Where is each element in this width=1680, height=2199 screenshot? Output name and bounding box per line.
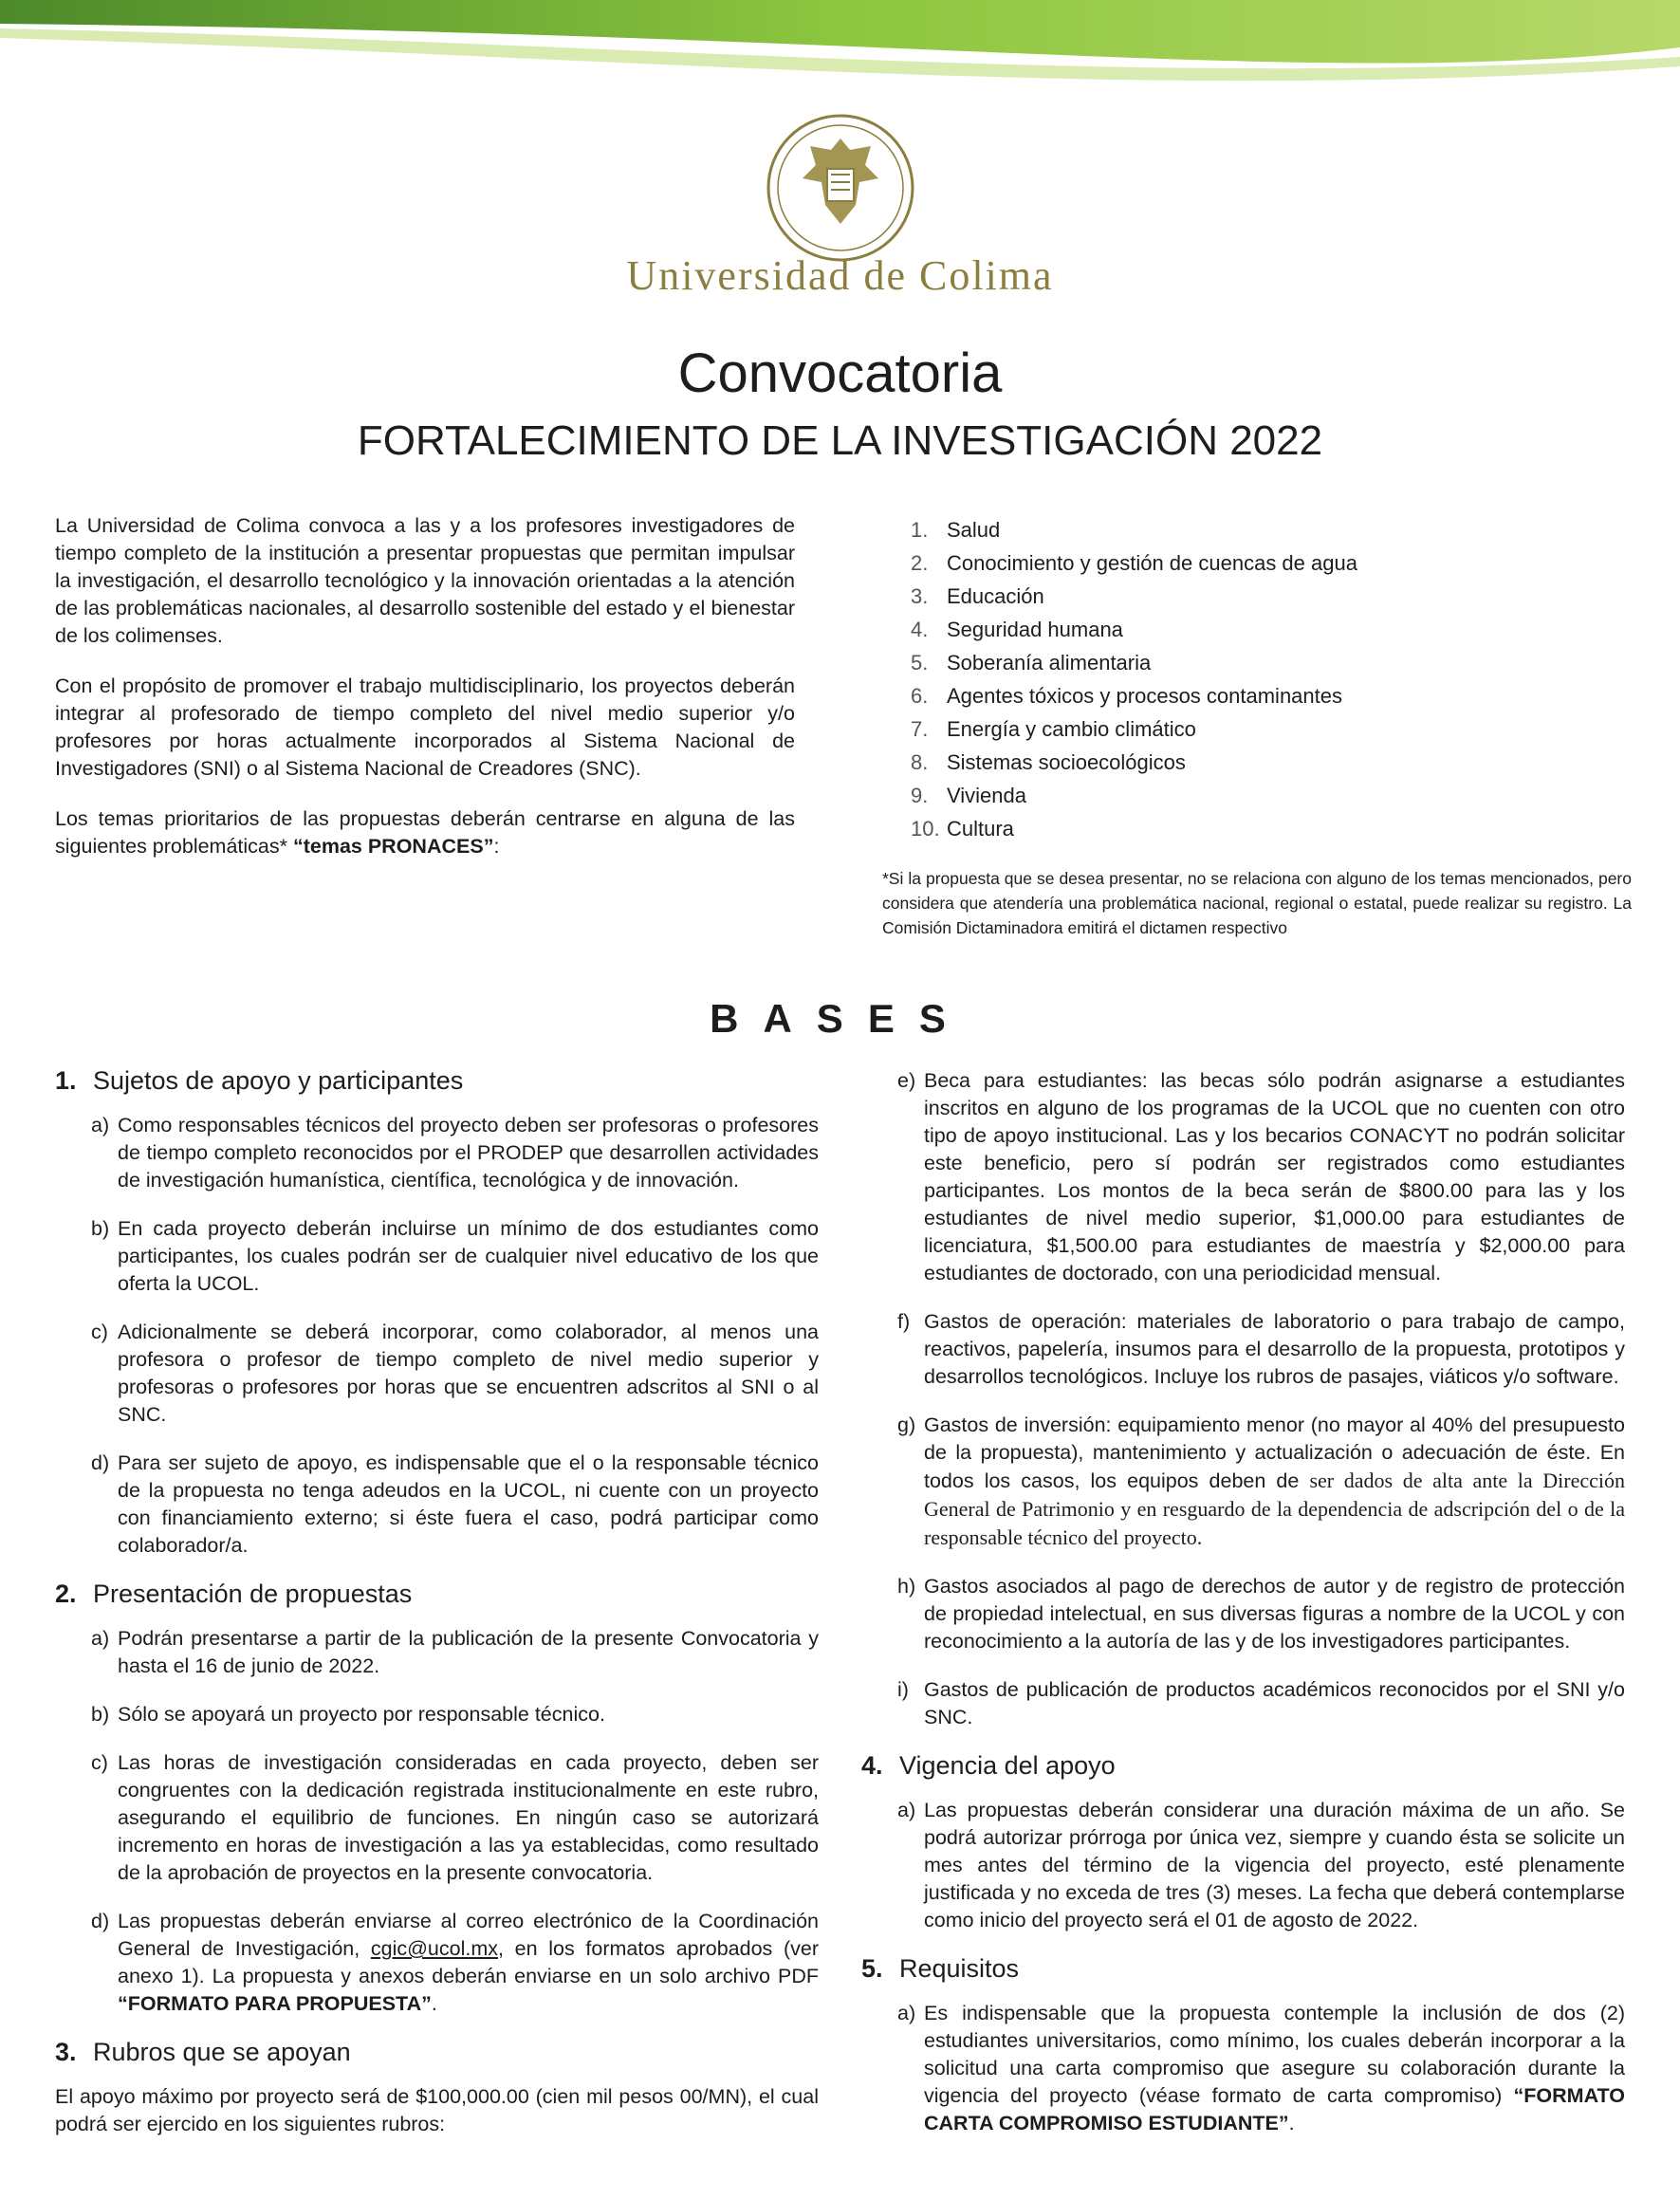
section-5-heading: 5. Requisitos: [861, 1954, 1020, 1983]
bases-left-column: [55, 1067, 819, 2161]
topic-item: 2. Conocimiento y gestión de cuencas de agua: [911, 551, 1357, 575]
topic-item: 5. Soberanía alimentaria: [911, 651, 1152, 674]
section-3-intro: El apoyo máximo por proyecto será de $100,000.00 (cien mil pesos 00/MN), el cual podrá ser ejercido en los siguientes rubros:: [55, 2085, 819, 2135]
topics-section: [882, 513, 1632, 940]
topics-footnote: *Si la propuesta que se desea presentar, no se relaciona con alguno de los temas mencionados, pero considera que atendería una problemática nacional, regional o estatal, puede realizar su registro. La Comisión Dictaminadora emitirá el dictamen respectivo: [882, 869, 1632, 937]
s4-item-a: a) Las propuestas deberán considerar una duración máxima de un año. Se podrá autorizar prórroga por única vez, siempre y cuando ésta se solicite un mes antes del término de la vigencia del proyecto, esté plenamente justificada y no exceda de tres (3) meses. La fecha que deberá contemplarse como inicio del proyecto será el 01 de agosto de 2022.: [897, 1799, 1625, 1931]
s3-item-g: g) Gastos de inversión: equipamiento menor (no mayor al 40% del presupuesto de la propuesta), mantenimiento y actualización o adecuación de éste. En todos los casos, los equipos deben de ser dados de alta ante la Dirección General de Patrimonio y en resguardo de la dependencia de adscripción del o de la responsable técnico del proyecto.: [897, 1414, 1626, 1549]
email-link[interactable]: cgic@ucol.mx: [370, 1937, 499, 1960]
topics-list: [911, 513, 1632, 845]
s3-item-i: i) Gastos de publicación de productos académicos reconocidos por el SNI y/o SNC.: [897, 1678, 1625, 1728]
section-4-heading: 4. Vigencia del apoyo: [861, 1751, 1116, 1780]
topic-item: 4. Seguridad humana: [911, 618, 1123, 641]
green-header-banner: [0, 0, 1680, 104]
bases-right-column: [861, 1067, 1625, 2158]
s2-item-b: b) Sólo se apoyará un proyecto por responsable técnico.: [91, 1703, 605, 1726]
s2-item-a: a) Podrán presentarse a partir de la publicación de la presente Convocatoria y hasta el 16 de junio de 2022.: [91, 1627, 819, 1677]
topic-item: 9. Vivienda: [911, 784, 1026, 807]
topic-item: 3. Educación: [911, 584, 1044, 608]
page-subtitle: FORTALECIMIENTO DE LA INVESTIGACIÓN 2022: [357, 417, 1323, 464]
topic-item: 6. Agentes tóxicos y procesos contaminantes: [911, 684, 1343, 708]
intro-paragraph-3: Los temas prioritarios de las propuestas deberán centrarse en alguna de las siguientes problemáticas* “temas PRONACES”:: [55, 807, 795, 858]
s3-item-h: h) Gastos asociados al pago de derechos de autor y de registro de protección de propiedad intelectual, en sus diversas figuras a nombre de la UCOL y con reconocimiento a la autoría de las y de los investigadores participantes.: [897, 1575, 1625, 1653]
university-name: Universidad de Colima: [626, 252, 1054, 299]
s5-item-a: a) Es indispensable que la propuesta contemple la inclusión de dos (2) estudiantes universitarios, como mínimo, los cuales deberán incorporar a la solicitud una carta compromiso que asegure su colaboración durante la vigencia del proyecto (véase formato de carta compromiso) “FORMATO CARTA COMPROMISO ESTUDIANTE”.: [897, 2002, 1625, 2134]
s1-item-c: c) Adicionalmente se deberá incorporar, como colaborador, al menos una profesora o profesor de tiempo completo de nivel medio superior y profesoras o profesores por horas que se encuentren adscritos al SNI o al SNC.: [91, 1321, 819, 1426]
section-3-heading: 3. Rubros que se apoyan: [55, 2038, 351, 2066]
s3-item-e: e) Beca para estudiantes: las becas sólo podrán asignarse a estudiantes inscritos en alguno de los programas de la UCOL que no cuenten con otro tipo de apoyo institucional. Las y los becarios CONACYT no podrán solicitar este beneficio, pero sí podrán ser registrados como estudiantes participantes. Los montos de la beca serán de $800.00 para las y los estudiantes de nivel medio superior, $1,000.00 para estudiantes de licenciatura, $1,500.00 para estudiantes de maestría y $2,000.00 para estudiantes de doctorado, con una periodicidad mensual.: [897, 1069, 1625, 1284]
s2-item-d: d) Las propuestas deberán enviarse al correo electrónico de la Coordinación General de Investigación, cgic@ucol.mx, en los formatos aprobados (ver anexo 1). La propuesta y anexos deberán enviarse en un solo archivo PDF “FORMATO PARA PROPUESTA”.: [91, 1910, 819, 2015]
intro-section: [55, 512, 795, 883]
section-1-heading: 1. Sujetos de apoyo y participantes: [55, 1066, 464, 1095]
s1-item-b: b) En cada proyecto deberán incluirse un mínimo de dos estudiantes como participantes, los cuales podrán ser de cualquier nivel educativo de los que oferta la UCOL.: [91, 1217, 819, 1295]
s3-item-f: f) Gastos de operación: materiales de laboratorio o para trabajo de campo, reactivos, papelería, insumos para el desarrollo de la propuesta, prototipos y desarrollos tecnológicos. Incluye los rubros de pasajes, viáticos y/o software.: [897, 1310, 1625, 1388]
intro-paragraph-1: La Universidad de Colima convoca a las y a los profesores investigadores de tiempo completo de la institución a presentar propuestas que permitan impulsar la investigación, el desarrollo tecnológico y la innovación orientadas a la atención de las problemáticas nacionales, al desarrollo sostenible del estado y el bienestar de los colimenses.: [55, 514, 795, 647]
s1-item-d: d) Para ser sujeto de apoyo, es indispensable que el o la responsable técnico de la propuesta no tenga adeudos en la UCOL, ni cuente con un proyecto con financiamiento externo; si éste fuera el caso, podrá participar como colaborador/a.: [91, 1451, 819, 1557]
section-2-heading: 2. Presentación de propuestas: [55, 1580, 413, 1608]
page-title: Convocatoria: [677, 342, 1003, 404]
intro-paragraph-2: Con el propósito de promover el trabajo multidisciplinario, los proyectos deberán integrar al profesorado de tiempo completo del nivel medio superior y/o profesores por horas actualmente incorporados al Sistema Nacional de Investigadores (SNI) o al Sistema Nacional de Creadores (SNC).: [55, 674, 795, 780]
topic-item: 10. Cultura: [911, 817, 1014, 841]
topic-item: 1. Salud: [911, 518, 1001, 542]
s1-item-a: a) Como responsables técnicos del proyecto deben ser profesoras o profesores de tiempo completo reconocidos por el PRODEP que desarrollen actividades de investigación humanística, científica, tecnológica y de innovación.: [91, 1114, 819, 1192]
topic-item: 7. Energía y cambio climático: [911, 717, 1196, 741]
s2-item-c: c) Las horas de investigación consideradas en cada proyecto, deben ser congruentes con la dedicación registrada institucionalmente en este rubro, asegurando el equilibrio de funciones. En ningún caso se autorizará incremento en horas de investigación a las ya establecidas, como resultado de la aprobación de proyectos en la presente convocatoria.: [91, 1751, 819, 1884]
topic-item: 8. Sistemas socioecológicos: [911, 750, 1186, 774]
bases-heading: BASES: [710, 996, 970, 1041]
university-seal-logo: [765, 112, 916, 264]
